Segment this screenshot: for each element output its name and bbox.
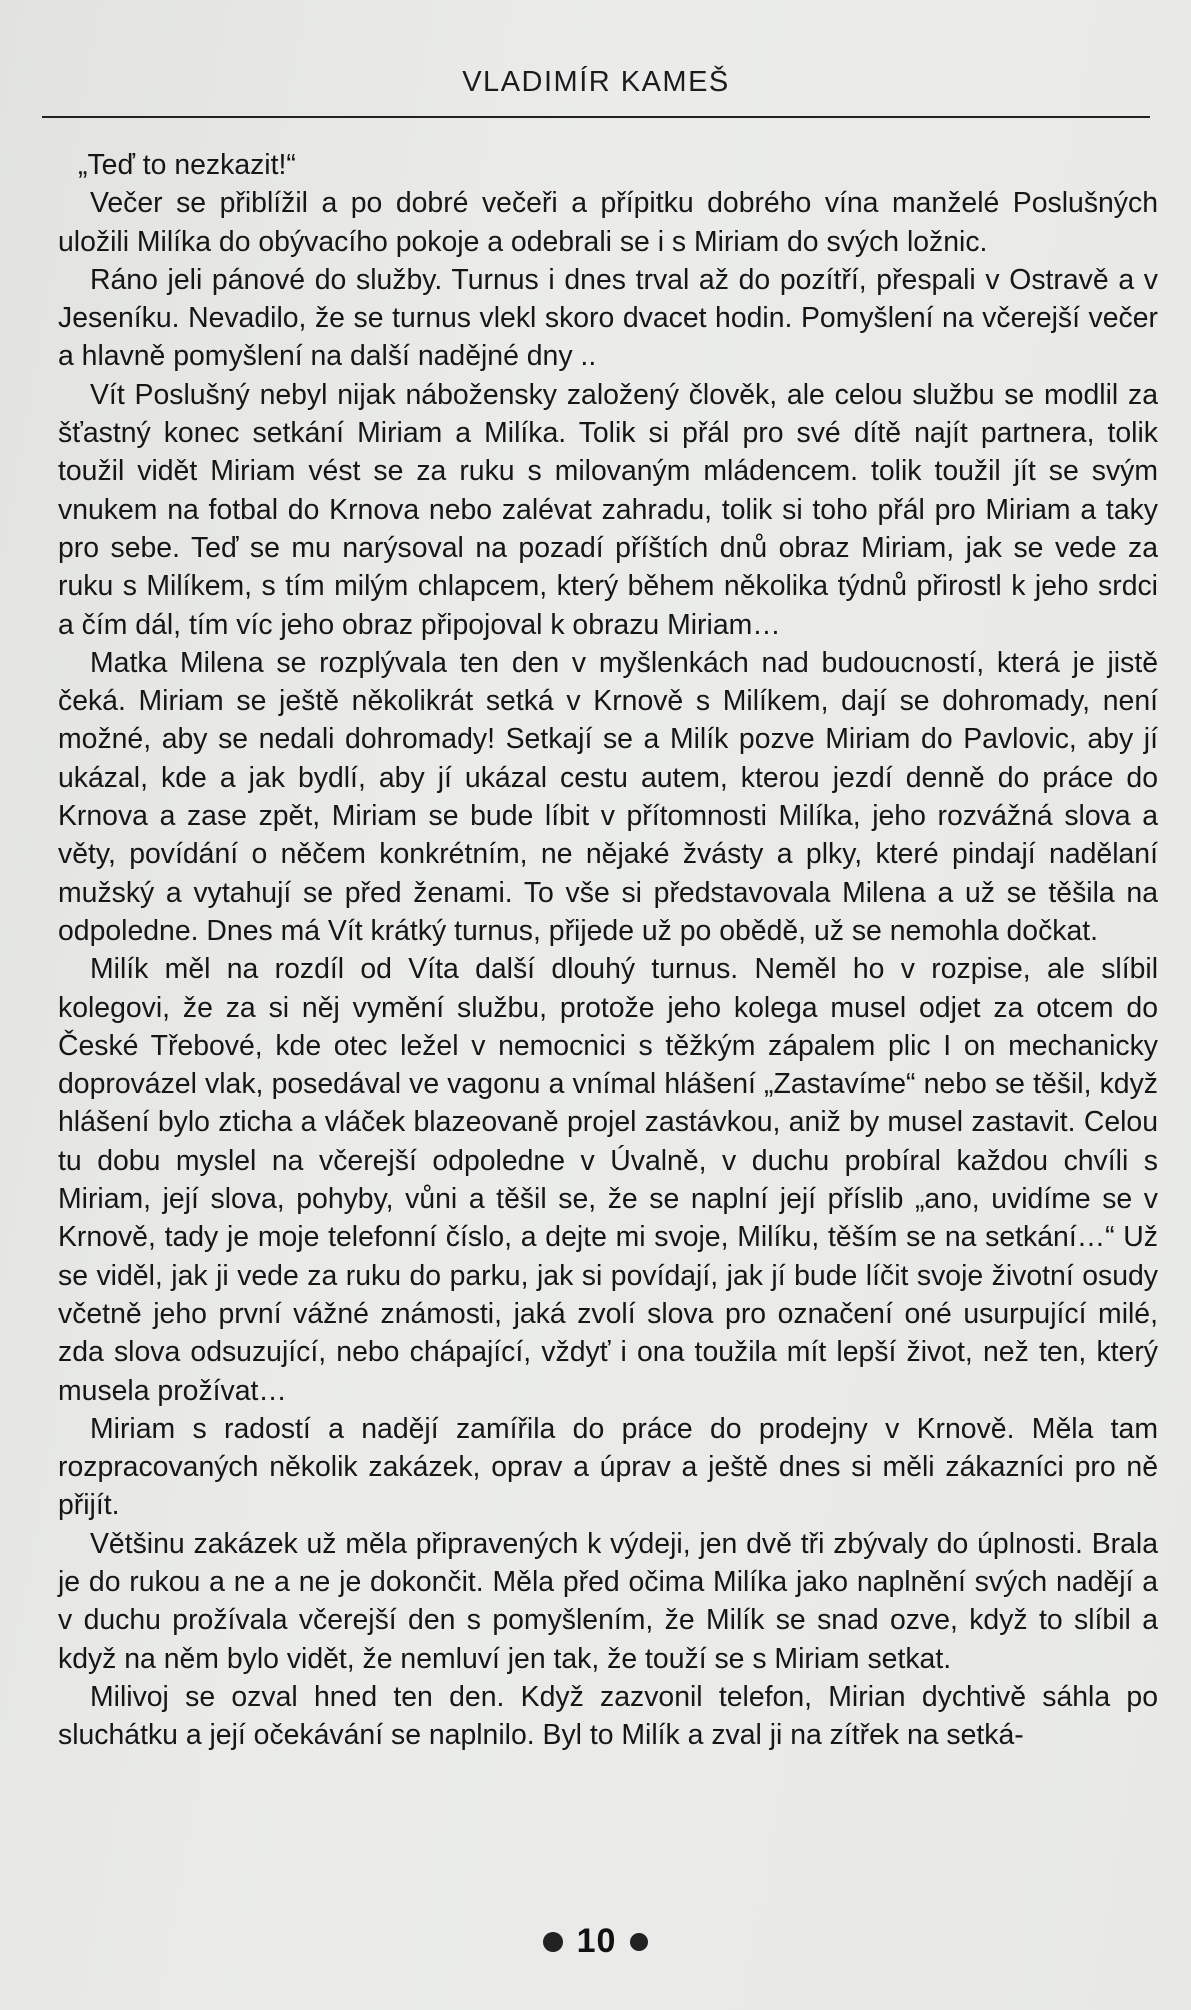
page-footer (0, 1922, 1191, 1961)
paragraph: Milivoj se ozval hned ten den. Když zazvonil telefon, Mirian dychtivě sáhla po sluchátku a její očekávání se naplnilo. Byl to Milík a zval ji na zítřek na setká- (58, 1680, 1158, 1752)
bullet-dot-icon (543, 1932, 563, 1952)
running-head-author: VLADIMÍR KAMEŠ (462, 66, 730, 98)
body-text (58, 146, 1158, 1754)
paragraph: Matka Milena se rozplývala ten den v myšlenkách nad budoucností, která je jistě čeká. Miriam se ještě několikrát setká v Krnově s Milíkem, dají se dohromady, není možné, aby se nedali dohromady! Setkají se a Milík pozve Miriam do Pavlovic, aby jí ukázal, kde a jak bydlí, aby jí ukázal cestu autem, kterou jezdí denně do práce do Krnova a zase zpět, Miriam se bude líbit v přítomnosti Milíka, jeho rozvážná slova a věty, povídání o něčem konkrétním, ne nějaké žvásty a plky, které pindají nadělaní mužský a vytahují se před ženami. To vše si představovala Milena a už se těšila na odpoledne. Dnes má Vít krátký turnus, přijede už po obědě, už se nemohla dočkat. (58, 646, 1158, 947)
paragraph: Většinu zakázek už měla připravených k výdeji, jen dvě tři zbývaly do úplnosti. Brala je do rukou a ne a ne je dokončit. Měla před očima Milíka jako naplnění svých nadějí a v duchu prožívala včerejší den s pomyšlením, že Milík se snad ozve, když to slíbil a když na něm bylo vidět, že nemluví jen tak, že touží se s Miriam setkat. (58, 1527, 1158, 1675)
paragraph: Vít Poslušný nebyl nijak nábožensky založený člověk, ale celou službu se modlil za šťastný konec setkání Miriam a Milíka. Tolik si přál pro své dítě najít partnera, tolik toužil vidět Miriam vést se za ruku s milovaným mládencem. tolik toužil jít se svým vnukem na fotbal do Krnova nebo zalévat zahradu, tolik si toho přál pro Miriam a taky pro sebe. Teď se mu narýsoval na pozadí příštích dnů obraz Miriam, jak se vede za ruku s Milíkem, s tím milým chlapcem, který během několika týdnů přirostl k jeho srdci a čím dál, tím víc jeho obraz připojoval k obrazu Miriam… (58, 378, 1158, 641)
paragraph: Ráno jeli pánové do služby. Turnus i dnes trval až do pozítří, přespali v Ostravě a v Jeseníku. Nevadilo, že se turnus vlekl skoro dvacet hodin. Pomyšlení na včerejší večer a hlavně pomyšlení na další nadějné dny .. (58, 263, 1158, 373)
page-number: 10 (576, 1922, 617, 1960)
paragraph: Milík měl na rozdíl od Víta další dlouhý turnus. Neměl ho v rozpise, ale slíbil kolegovi, že za si něj vymění službu, protože jeho kolega musel odjet za otcem do České Třebové, kde otec ležel v nemocnici s těžkým zápalem plic I on mechanicky doprovázel vlak, posedával ve vagonu a vnímal hlášení „Zastavíme“ nebo se těšil, když hlášení bylo zticha a vláček blazeovaně projel zastávkou, aniž by musel zastavit. Celou tu dobu myslel na včerejší odpoledne v Úvalně, v duchu probíral každou chvíli s Miriam, její slova, pohyby, vůni a těšil se, že se naplní její příslib „ano, uvidíme se v Krnově, tady je moje telefonní číslo, a dejte mi svoje, Milíku, těším se na setkání…“ Už se viděl, jak ji vede za ruku do parku, jak si povídají, jak jí bude líčit svoje životní osudy včetně jeho první vážné známosti, jaká zvolí slova pro označení oné usurpující milé, zda slova odsuzující, nebo chápající, vždyť i ona toužila mít lepší život, než ten, který musela prožívat… (58, 953, 1158, 1407)
paragraph: Večer se přiblížil a po dobré večeři a přípitku dobrého vína manželé Poslušných uložili Milíka do obývacího pokoje a odebrali se i s Miriam do svých ložnic. (58, 187, 1158, 258)
paragraph: „Teď to nezkazit!“ (78, 149, 296, 181)
paragraph: Miriam s radostí a nadějí zamířila do práce do prodejny v Krnově. Měla tam rozpracovaných několik zakázek, oprav a úprav a ještě dnes si měli zákazníci pro ně přijít. (58, 1412, 1158, 1522)
header-rule (42, 116, 1150, 118)
bullet-dot-icon (630, 1933, 648, 1951)
